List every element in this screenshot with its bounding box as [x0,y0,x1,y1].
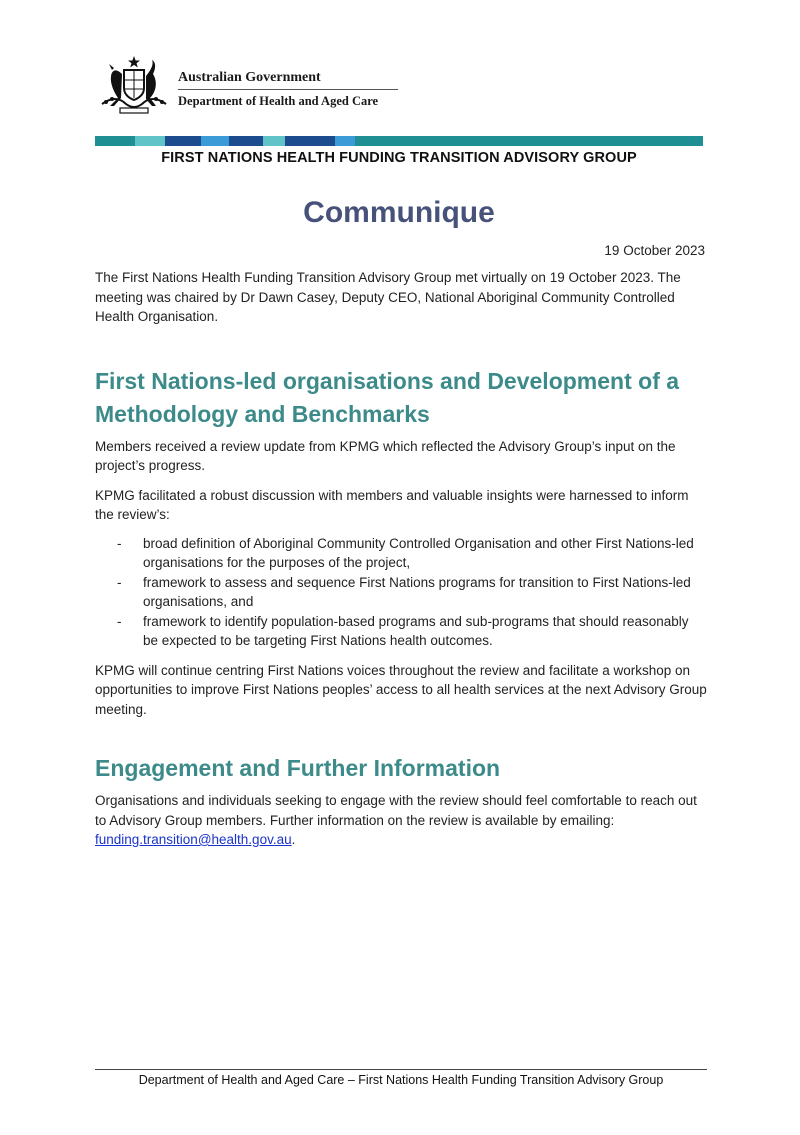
list-item [95,573,707,612]
band-segment [355,136,703,146]
section-heading-methodology: First Nations-led organisations and Development of a Methodology and Benchmarks [95,367,680,427]
bullet-marker: - [117,574,122,590]
insights-list [95,534,707,651]
paragraph-engagement [95,791,707,850]
list-item-text: framework to identify population-based programs and sub-programs that should reasonably be expected to be targeting First Nations health outcomes. [143,613,689,648]
communique-date: 19 October 2023 [604,243,705,258]
paragraph-review-update: Members received a review update from KPMG which reflected the Advisory Group’s input on the project’s progress. [95,438,676,473]
list-item-text: broad definition of Aboriginal Community Controlled Organisation and other First Nations-led organisations for the purposes of the project, [143,535,694,570]
engagement-text: Organisations and individuals seeking to engage with the review should feel comfortable to reach out to Advisory Group members. Further information on the review is available by emailing: [95,793,697,828]
section-heading-engagement: Engagement and Further Information [95,755,501,781]
paragraph-discussion: KPMG facilitated a robust discussion with members and valuable insights were harnessed to inform the review’s: [95,487,689,522]
header-colour-band [95,136,703,146]
band-segment [201,136,229,146]
government-logo [96,54,406,116]
band-segment [335,136,355,146]
band-segment [135,136,165,146]
list-item-text: framework to assess and sequence First Nations programs for transition to First Nations-led organisations, and [143,574,691,609]
engagement-text-end: . [291,832,296,847]
page-title: Communique [303,196,495,229]
coat-of-arms-icon [96,54,172,116]
band-segment [263,136,285,146]
main-content [95,268,707,850]
government-name: Australian Government [178,70,398,90]
department-name: Department of Health and Aged Care [178,94,379,108]
band-segment [165,136,201,146]
band-segment [95,136,135,146]
footer-divider [95,1069,707,1070]
advisory-group-title: FIRST NATIONS HEALTH FUNDING TRANSITION ADVISORY GROUP [161,150,637,166]
band-segment [285,136,335,146]
band-segment [229,136,263,146]
list-item [95,612,707,651]
bullet-marker: - [117,613,122,629]
email-link[interactable]: funding.transition@health.gov.au [95,832,292,847]
intro-paragraph: The First Nations Health Funding Transition Advisory Group met virtually on 19 October 2023. The meeting was chaired by Dr Dawn Casey, Deputy CEO, National Aboriginal Community Controlled Health Organisation. [95,270,681,324]
page-footer: Department of Health and Aged Care – First Nations Health Funding Transition Advisory Group [138,1073,664,1087]
list-item [95,534,707,573]
bullet-marker: - [117,535,122,551]
paragraph-next-steps: KPMG will continue centring First Nations voices throughout the review and facilitate a workshop on opportunities to improve First Nations peoples’ access to all health services at the next Advisory Group meeting. [95,662,707,717]
